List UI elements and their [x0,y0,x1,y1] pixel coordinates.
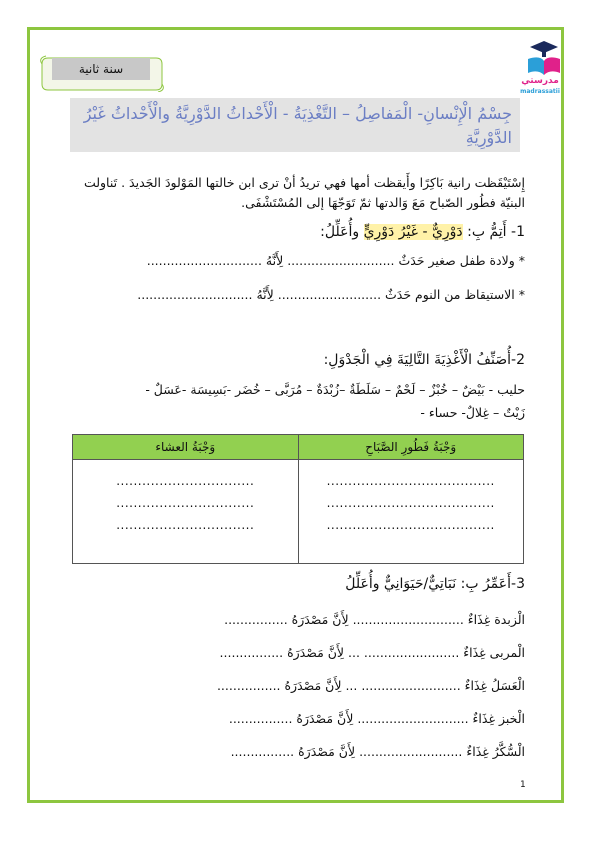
q3-item: الْعَسَلُ غِذَاءٌ ......................... ... لِأَنَّ مَصْدَرَهُ ................ [216,678,525,693]
dinner-cell[interactable] [73,460,299,564]
page-number: 1 [520,780,526,790]
foods-list-line-2: زَيْتٌ – غِلالٌ- حساء - [420,405,525,420]
answer-line: ....................................... [326,496,495,510]
q1-item: * الاستيقاظ من النوم حَدَثٌ .......................... لِأَنَّهُ ............................. [137,287,525,302]
grade-text: سنة ثانية [52,58,150,80]
col-dinner-header: وَجْبَةُ العشاء [73,435,299,460]
q1-highlight: دَوْرِيٌّ - غَيْرُ دَوْرِيٍّ [363,224,463,240]
answer-line: ................................ [116,474,255,488]
classification-table [72,434,524,564]
q1-suffix: وأُعَلِّلُ: [320,224,364,240]
answer-line: ....................................... [326,474,495,488]
intro-paragraph: إِسْتَيْقَظت رانية بَاكِرًا وأَيقظت أمها فهي تريدُ أنْ ترى ابن خالتها المَوْلودَ الجَديدَ . تَناولت البنيّة فطُور الصّباح مَعَ وَالدتها ثمّ تَوَجّهَا إلى المُسْتَشْفَى. [83,175,525,210]
grade-label [38,50,166,92]
foods-list-line-1: حليب - بَيْضٌ – خُبْزٌ – لَحْمٌ – سَلَطَةٌ –زُبْدَةٌ – مُرَبَّى – خُضَر -بَسِيسَة -عَسَلٌ - [145,382,525,397]
logo-subtext: madrassatii [520,88,560,95]
question-2-prompt: 2-أُصَنِّفُ الْأَغْذِيَةَ التَّالِيَةَ فِي الْجَدْوَلِ: [323,352,525,368]
question-1-prompt [70,222,525,242]
question-3-prompt: 3-أَعَمِّرُ بِ: نَبَاتِيٌّ/حَيَوَانِيٌّ وأُعَلِّلُ [345,576,525,592]
q3-item: الْمربى غِذَاءٌ ........................ ... لِأَنَّ مَصْدَرَهُ ................ [219,645,525,660]
page-title: جِسْمُ الْإِنْسانِ- الْمَفاصِلُ – التَّغْذِيَةُ - الْأَحْداثُ الدَّوْرِيَّةُ والْأَحْداثُ غَيْرُ الدَّوْرِيَّةِ [70,98,520,152]
q1-item: * ولادة طفل صغير حَدَثٌ ........................... لِأَنَّهُ ............................. [146,253,525,268]
answer-line: ................................ [116,518,255,532]
q3-item: الْسُّكَّرُ غِذَاءٌ .......................... لِأَنَّ مَصْدَرَهُ ................ [230,744,525,759]
answer-line: ................................ [116,496,255,510]
q1-prefix: 1- أَتِمُّ بِ: [462,224,525,240]
q3-item: الْخبز غِذَاءٌ ............................ لِأَنَّ مَصْدَرَهُ ................ [228,711,525,726]
breakfast-cell[interactable] [298,460,524,564]
logo-text: مدرستي [521,76,559,86]
q3-item: الْزبدة غِذَاءٌ ............................ لِأَنَّ مَصْدَرَهُ ................ [224,612,525,627]
answer-line: ....................................... [326,518,495,532]
col-breakfast-header: وَجْبَةُ فَطُورِ الصَّبَاحِ [298,435,524,460]
